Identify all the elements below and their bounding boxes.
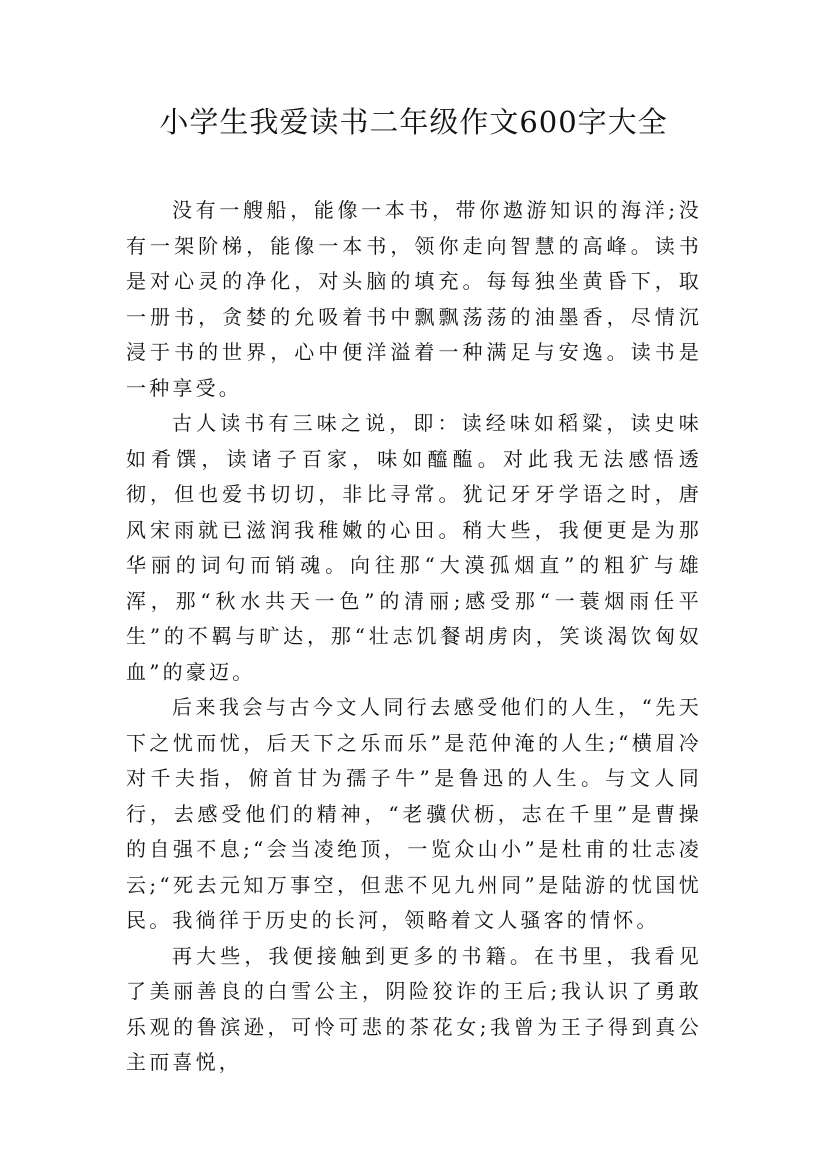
document-title: 小学生我爱读书二年级作文600字大全 [159,105,668,139]
paragraph-4: 再大些，我便接触到更多的书籍。在书里，我看见了美丽善良的白雪公主，阴险狡诈的王后;我认识了勇敢乐观的鲁滨逊，可怜可悲的茶花女;我曾为王子得到真公主而喜悦， [126,943,702,1074]
paragraph-1: 没有一艘船，能像一本书，带你遨游知识的海洋;没有一架阶梯，能像一本书，领你走向智慧的高峰。读书是对心灵的净化，对头脑的填充。每每独坐黄昏下，取一册书，贪婪的允吸着书中飘飘荡荡的油墨香，尽情沉浸于书的世界，心中便洋溢着一种满足与安逸。读书是一种享受。 [126,198,702,400]
paragraph-2: 古人读书有三味之说，即：读经味如稻粱，读史味如肴馔，读诸子百家，味如醯醢。对此我无法感悟透彻，但也爱书切切，非比寻常。犹记牙牙学语之时，唐风宋雨就已滋润我稚嫩的心田。稍大些，我便更是为那华丽的词句而销魂。向往那“大漠孤烟直”的粗犷与雄浑，那“秋水共天一色”的清丽;感受那“一蓑烟雨任平生”的不羁与旷达，那“壮志饥餐胡虏肉，笑谈渴饮匈奴血”的豪迈。 [126,411,702,684]
document-body [126,193,702,1081]
paragraph-3: 后来我会与古今文人同行去感受他们的人生，“先天下之忧而忧，后天下之乐而乐”是范仲淹的人生;“横眉冷对千夫指，俯首甘为孺子牛”是鲁迅的人生。与文人同行，去感受他们的精神，“老骥伏枥，志在千里”是曹操的自强不息;“会当凌绝顶，一览众山小”是杜甫的壮志凌云;“死去元知万事空，但悲不见九州同”是陆游的忧国忧民。我徜徉于历史的长河，领略着文人骚客的情怀。 [126,695,702,932]
